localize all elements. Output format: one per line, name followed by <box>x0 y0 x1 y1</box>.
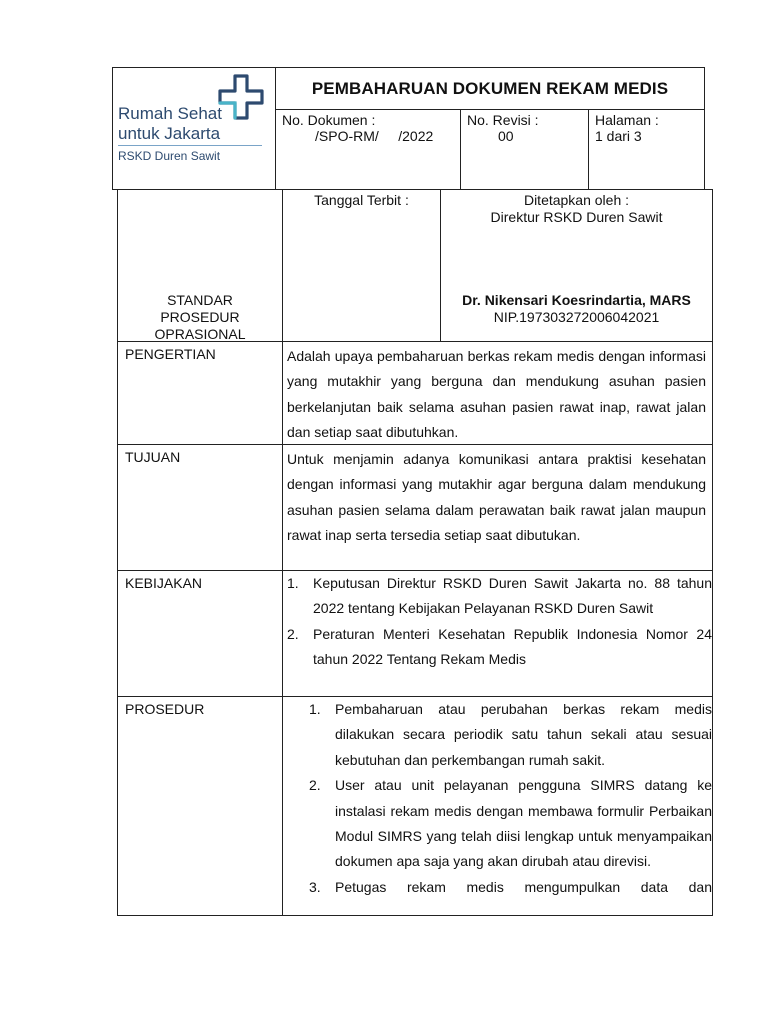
kebijakan-list <box>283 571 712 673</box>
prosedur-item <box>309 875 712 900</box>
ditetapkan-cell <box>440 189 713 342</box>
halaman-cell <box>588 109 705 190</box>
kebijakan-item-number: 2. <box>287 625 299 642</box>
kebijakan-content-cell <box>282 570 713 697</box>
no-revisi-label: No. Revisi : <box>467 112 539 128</box>
kebijakan-item-text: Peraturan Menteri Kesehatan Republik Indonesia Nomor 24 tahun 2022 Tentang Rekam Medis <box>313 625 712 668</box>
ditetapkan-label: Ditetapkan oleh : <box>523 192 630 208</box>
sop-label-line1: STANDAR <box>167 292 233 308</box>
sop-label-line3: OPRASIONAL <box>154 326 246 342</box>
logo-text-line1: Rumah Sehat <box>118 104 222 123</box>
logo-divider <box>118 145 262 146</box>
signer-nip: NIP.197303272006042021 <box>493 309 660 325</box>
kebijakan-label: KEBIJAKAN <box>125 575 203 591</box>
prosedur-item-text: User atau unit pelayanan pengguna SIMRS datang ke instalasi rekam medis dengan membawa formulir Perbaikan Modul SIMRS yang telah diisi lengkap untuk menyampaikan dokumen apa saja yang akan dirubah atau direvisi. <box>335 777 712 870</box>
kebijakan-item <box>287 622 712 673</box>
prosedur-list <box>283 697 712 900</box>
pengertian-text: Adalah upaya pembaharuan berkas rekam medis dengan informasi yang mutakhir yang berguna dan mendukung asuhan pasien berkelanjutan baik selama asuhan pasien rawat inap, rawat jalan dan setiap saat dibutuhkan. <box>287 348 706 441</box>
prosedur-item-number: 1. <box>309 701 321 717</box>
prosedur-item-text: Pembaharuan atau perubahan berkas rekam medis dilakukan secara periodik satu tahun sekali atau sesuai kebutuhan dan perkembangan rumah sakit. <box>335 701 712 768</box>
tujuan-label: TUJUAN <box>125 449 181 465</box>
document-title: PEMBAHARUAN DOKUMEN REKAM MEDIS <box>275 67 705 110</box>
prosedur-item-number: 2. <box>309 777 321 794</box>
kebijakan-label-cell <box>117 570 283 697</box>
prosedur-label: PROSEDUR <box>125 701 205 717</box>
prosedur-label-cell <box>117 696 283 916</box>
halaman-label: Halaman : <box>595 112 659 128</box>
no-dokumen-value: /SPO-RM/ /2022 <box>315 128 434 144</box>
tanggal-terbit-label: Tanggal Terbit : <box>314 192 409 208</box>
no-dokumen-cell <box>275 109 461 190</box>
pengertian-label: PENGERTIAN <box>125 346 216 362</box>
kebijakan-item-number: 1. <box>287 575 299 591</box>
no-revisi-cell <box>460 109 589 190</box>
pengertian-content-cell <box>282 341 713 445</box>
kebijakan-item-text: Keputusan Direktur RSKD Duren Sawit Jakarta no. 88 tahun 2022 tentang Kebijakan Pelayanan RSKD Duren Sawit <box>313 575 712 617</box>
prosedur-item <box>309 773 712 875</box>
pengertian-label-cell <box>117 341 283 445</box>
prosedur-item <box>309 697 712 773</box>
prosedur-item-text: Petugas rekam medis mengumpulkan data dan <box>335 878 712 895</box>
tujuan-content-cell <box>282 444 713 571</box>
logo-subtitle: RSKD Duren Sawit <box>118 149 221 163</box>
hospital-cross-logo-icon <box>216 72 266 122</box>
prosedur-content-cell <box>282 696 713 916</box>
tujuan-label-cell <box>117 444 283 571</box>
prosedur-item-number: 3. <box>309 878 321 895</box>
tujuan-text: Untuk menjamin adanya komunikasi antara praktisi kesehatan dengan informasi yang mutakhir agar berguna dalam mendukung asuhan pasien selama dalam perawatan baik rawat jalan maupun rawat inap serta tersedia setiap saat dibutukan. <box>287 451 706 544</box>
ditetapkan-jabatan: Direktur RSKD Duren Sawit <box>490 209 663 225</box>
sop-label-line2: PROSEDUR <box>160 309 240 325</box>
sop-label-cell <box>117 189 283 342</box>
halaman-value: 1 dari 3 <box>595 128 642 144</box>
no-revisi-value: 00 <box>498 128 514 144</box>
signer-name: Dr. Nikensari Koesrindartia, MARS <box>462 292 691 308</box>
logo-text-line2: untuk Jakarta <box>118 124 221 143</box>
kebijakan-item <box>287 571 712 622</box>
tanggal-terbit-cell <box>282 189 441 342</box>
no-dokumen-label: No. Dokumen : <box>282 112 376 128</box>
